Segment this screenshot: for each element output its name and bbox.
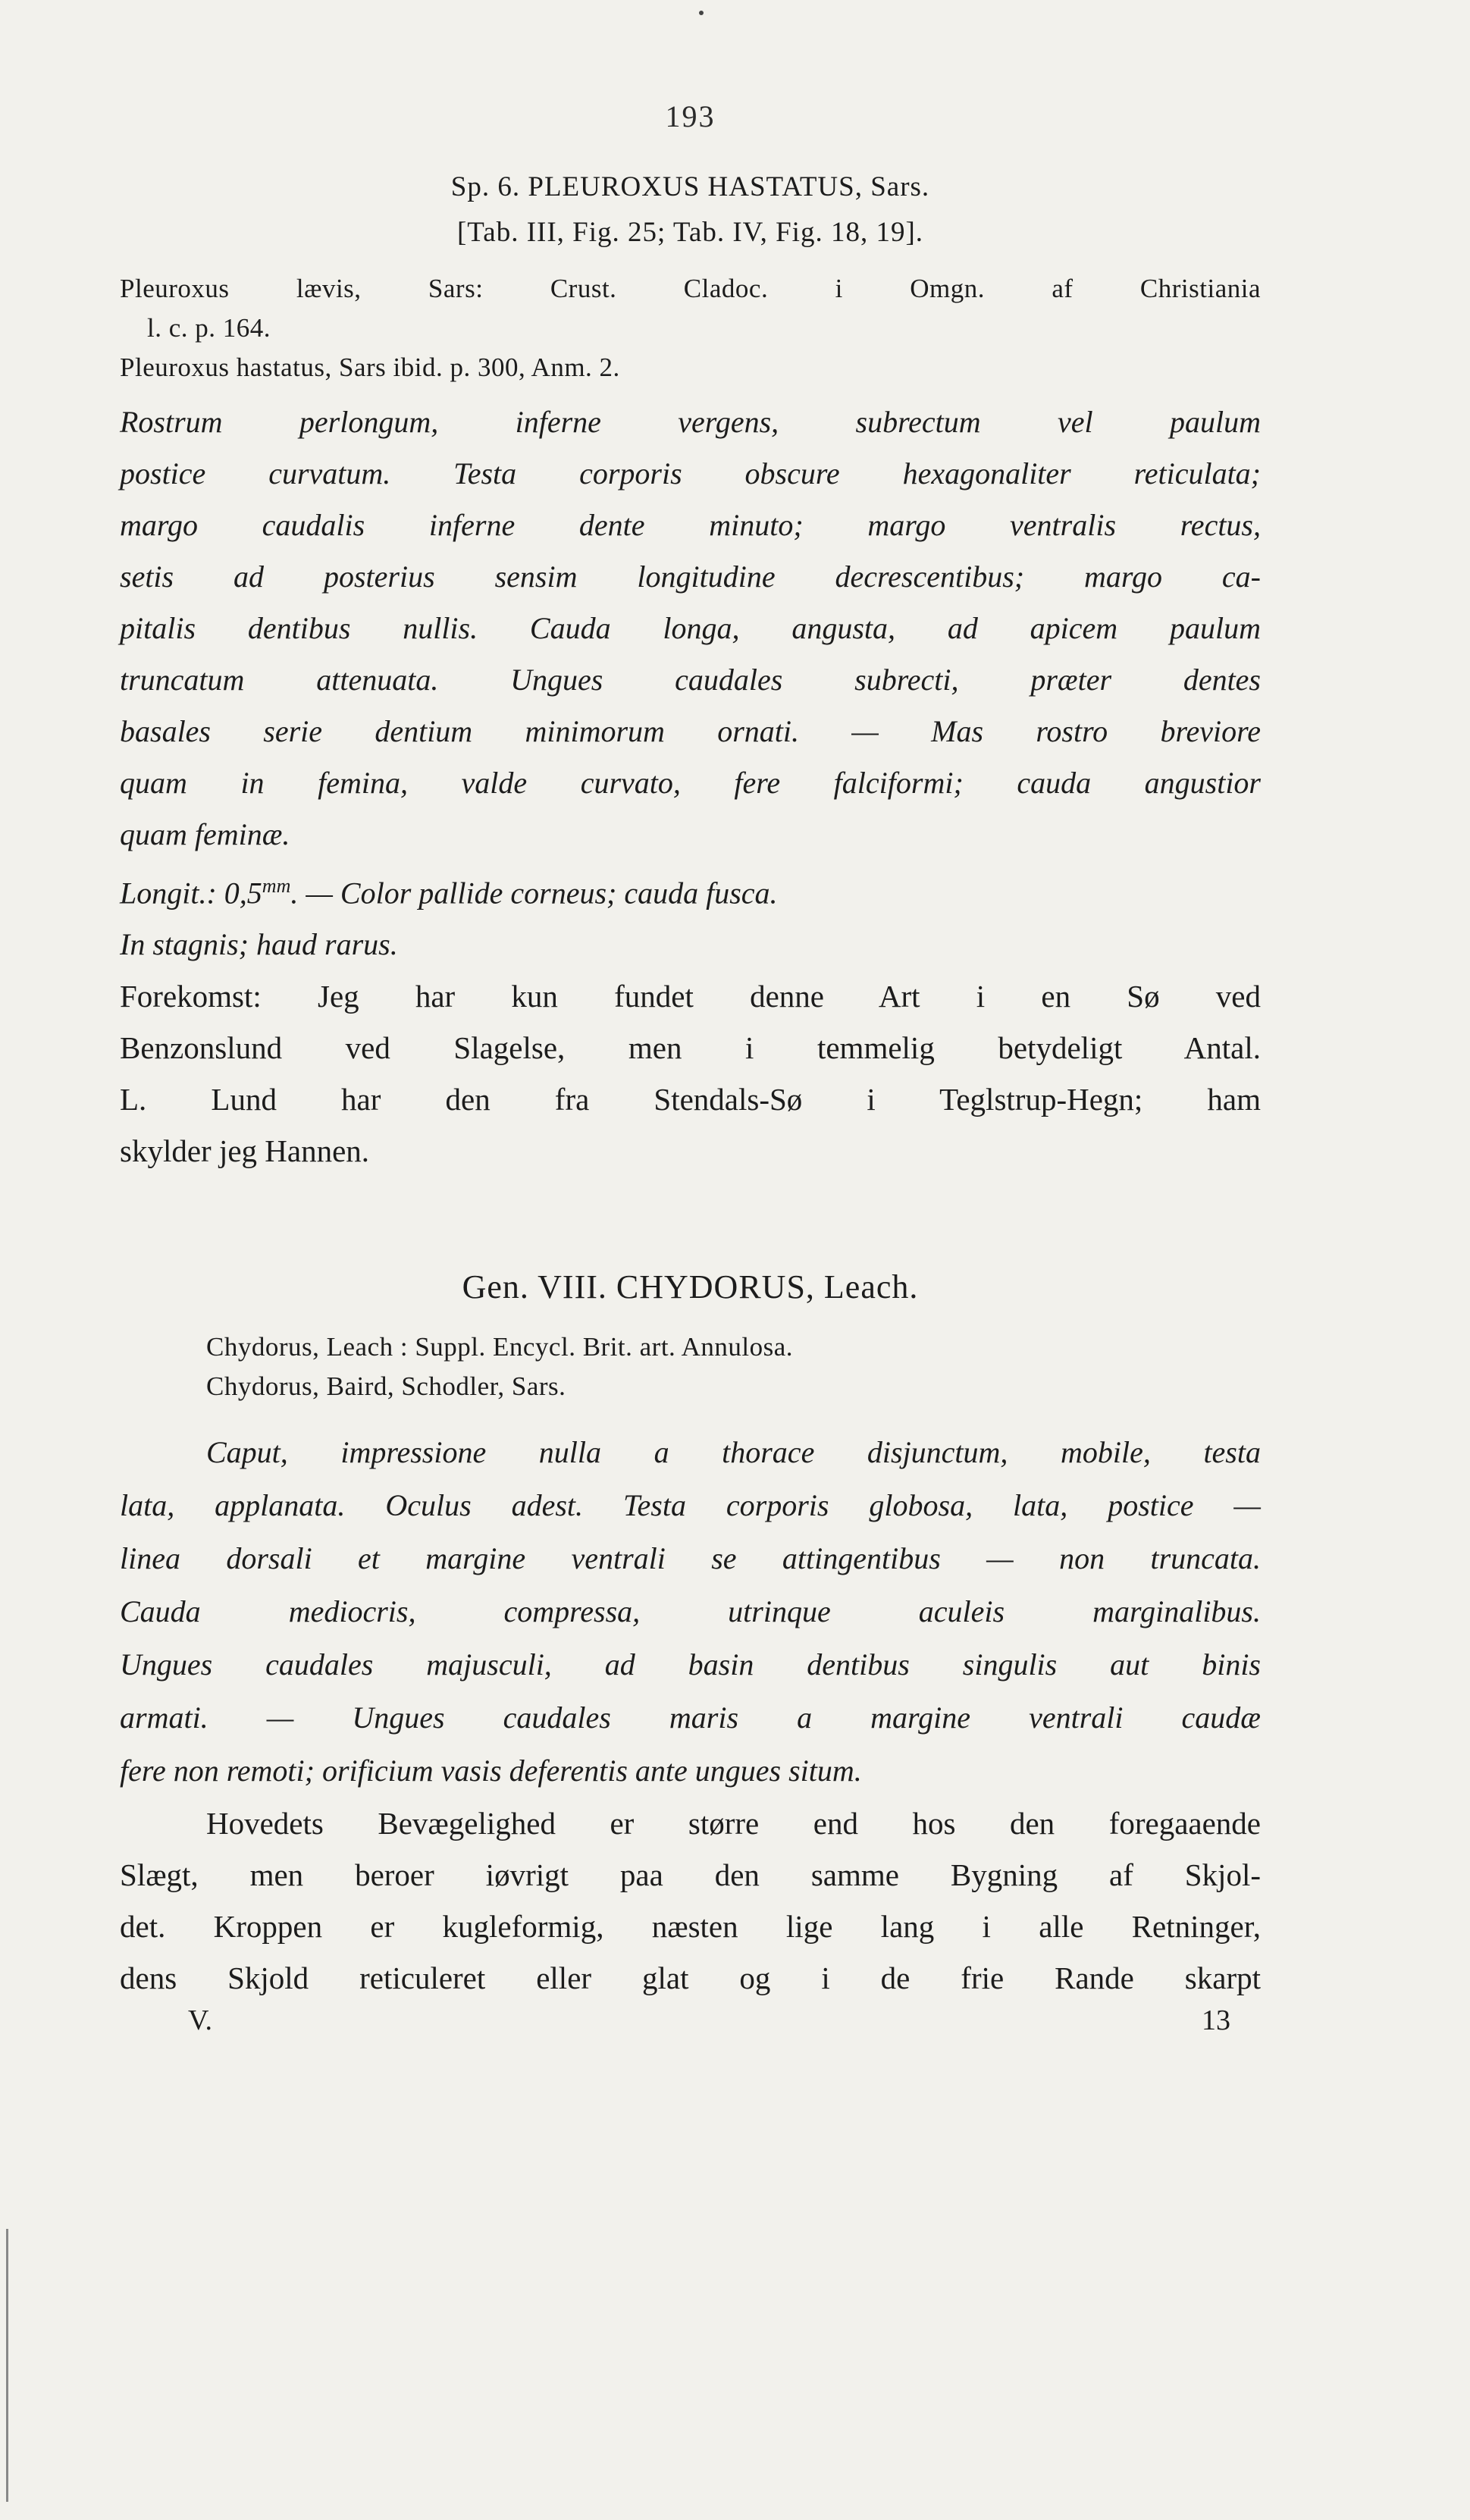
body-line: Benzonslund ved Slagelse, men i temmelig betydeligt Antal. xyxy=(120,1030,1261,1066)
latin-line: Cauda mediocris, compressa, utrinque aculeis marginalibus. xyxy=(120,1594,1261,1629)
latin-line: basales serie dentium minimorum ornati. — Mas rostro breviore xyxy=(120,714,1261,748)
latin-line: fere non remoti; orificium vasis deferentis ante ungues situm. xyxy=(120,1754,862,1788)
body-line: det. Kroppen er kugleformig, næsten lige lang i alle Retninger, xyxy=(120,1909,1261,1945)
longit-prefix: Longit.: 0,5 xyxy=(120,876,262,911)
species-figure-reference: [Tab. III, Fig. 25; Tab. IV, Fig. 18, 19]. xyxy=(456,217,924,248)
body-line: dens Skjold reticuleret eller glat og i de frie Rande skarpt xyxy=(120,1961,1261,1996)
page-footer xyxy=(120,2004,1261,2037)
sheet-number: 13 xyxy=(1202,2004,1230,2037)
latin-line: Ungues caudales majusculi, ad basin dentibus singulis aut binis xyxy=(120,1647,1261,1682)
latin-line: margo caudalis inferne dente minuto; margo ventralis rectus, xyxy=(120,508,1261,542)
latin-line: quam in femina, valde curvato, fere falciformi; cauda angustior xyxy=(120,766,1261,800)
latin-line: quam feminæ. xyxy=(120,817,290,851)
body-line: Slægt, men beroer iøvrigt paa den samme Bygning af Skjol- xyxy=(120,1857,1261,1893)
genus-heading: Gen. VIII. CHYDORUS, Leach. xyxy=(462,1268,919,1306)
synonym-line: Chydorus, Leach : Suppl. Encycl. Brit. art. Annulosa. xyxy=(206,1332,794,1362)
habitat-line: In stagnis; haud rarus. xyxy=(120,927,398,962)
latin-line: linea dorsali et margine ventrali se attingentibus — non truncata. xyxy=(120,1541,1261,1576)
signature-mark: V. xyxy=(188,2004,213,2037)
latin-line: setis ad posterius sensim longitudine decrescentibus; margo ca- xyxy=(120,559,1261,594)
species-heading: Sp. 6. PLEUROXUS HASTATUS, Sars. xyxy=(450,171,930,202)
latin-line: armati. — Ungues caudales maris a margine ventrali caudæ xyxy=(120,1700,1261,1735)
body-line: Forekomst: Jeg har kun fundet denne Art i en Sø ved xyxy=(120,979,1261,1014)
genus-latin-diagnosis xyxy=(120,1426,1261,1798)
genus-synonymy xyxy=(120,1327,1261,1406)
page-number: 193 xyxy=(665,99,716,133)
longit-rest: . — Color pallide corneus; cauda fusca. xyxy=(290,876,778,911)
synonym-line: Pleuroxus lævis, Sars: Crust. Cladoc. i Omgn. af Christiania xyxy=(120,274,1261,303)
latin-line: Caput, impressione nulla a thorace disjunctum, mobile, testa xyxy=(206,1435,1261,1470)
top-speck xyxy=(699,11,704,15)
latin-line: pitalis dentibus nullis. Cauda longa, angusta, ad apicem paulum xyxy=(120,611,1261,645)
document-page xyxy=(120,99,1261,2037)
latin-line: truncatum attenuata. Ungues caudales subrecti, præter dentes xyxy=(120,663,1261,697)
species-synonymy xyxy=(120,269,1261,387)
longitude-line xyxy=(120,860,1261,919)
latin-line: postice curvatum. Testa corporis obscure hexagonaliter reticulata; xyxy=(120,456,1261,491)
latin-line: Rostrum perlongum, inferne vergens, subrectum vel paulum xyxy=(120,405,1261,439)
longit-unit: mm xyxy=(262,875,291,897)
species-latin-diagnosis xyxy=(120,396,1261,970)
body-line: Hovedets Bevægelighed er større end hos den foregaaende xyxy=(206,1806,1261,1841)
body-line: L. Lund har den fra Stendals-Sø i Teglstrup-Hegn; ham xyxy=(120,1082,1261,1117)
latin-line: lata, applanata. Oculus adest. Testa corporis globosa, lata, postice — xyxy=(120,1488,1261,1523)
body-line: skylder jeg Hannen. xyxy=(120,1133,370,1169)
synonym-line: Pleuroxus hastatus, Sars ibid. p. 300, Anm. 2. xyxy=(120,353,620,382)
synonym-line: l. c. p. 164. xyxy=(147,313,271,343)
page-edge-shadow xyxy=(6,2229,8,2502)
synonym-line: Chydorus, Baird, Schodler, Sars. xyxy=(206,1371,566,1402)
genus-description-text xyxy=(120,1798,1261,2004)
species-occurrence-text xyxy=(120,970,1261,1177)
